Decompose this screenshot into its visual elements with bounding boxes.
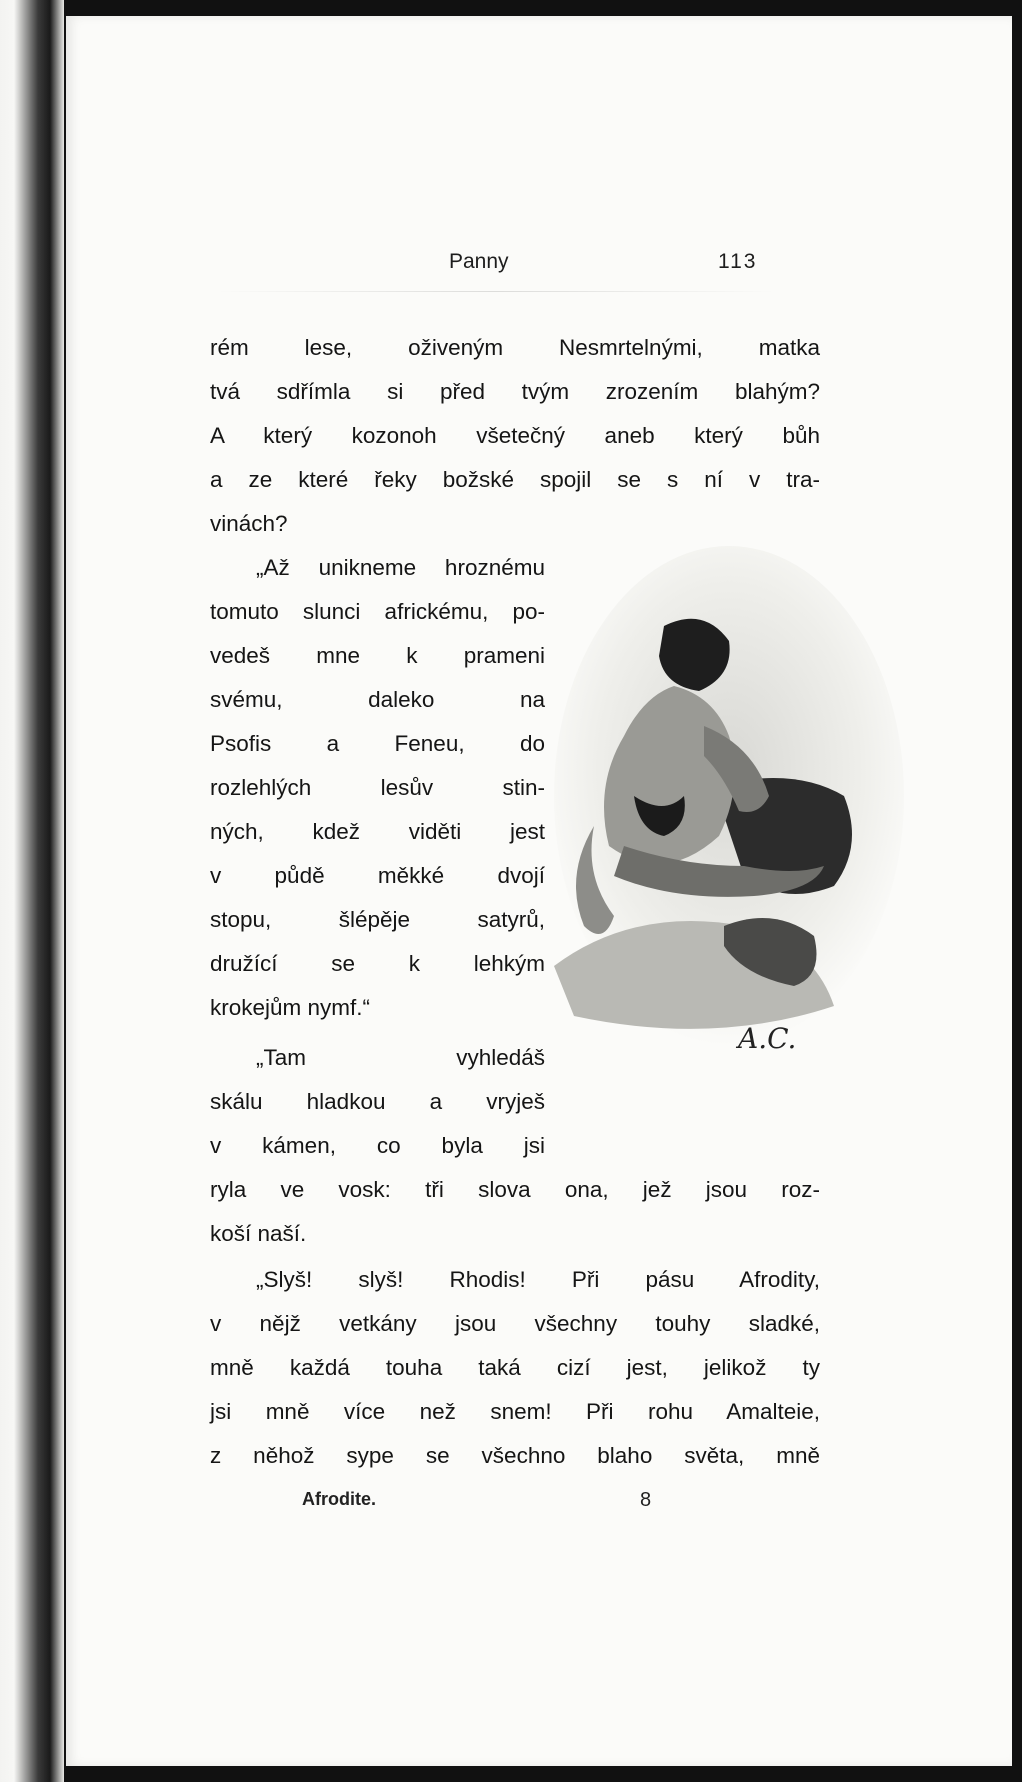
text-line: „Slyš! slyš! Rhodis! Při pásu Afrodity, <box>256 1267 820 1292</box>
header-rule <box>216 291 776 292</box>
text-line: skálu hladkou a vryješ <box>210 1089 545 1114</box>
text-line: stopu, šlépěje satyrů, <box>210 907 545 932</box>
text-line: vinách? <box>210 511 288 536</box>
text-line: v nějž vetkány jsou všechny touhy sladké, <box>210 1311 820 1336</box>
text-line: ných, kdež viděti jest <box>210 819 545 844</box>
text-line: „Až unikneme hroznému <box>256 555 545 580</box>
text-line: z něhož sype se všechno blaho světa, mně <box>210 1443 820 1468</box>
text-line: vedeš mne k prameni <box>210 643 545 668</box>
text-line: „Tam vyhledáš <box>256 1045 545 1070</box>
text-line: A který kozonoh všetečný aneb který bůh <box>210 423 820 448</box>
text-line: Psofis a Feneu, do <box>210 731 545 756</box>
text-line: družící se k lehkým <box>210 951 545 976</box>
running-head-title: Panny <box>449 250 509 273</box>
gathering-number: 8 <box>640 1489 652 1511</box>
text-line: a ze které řeky božské spojil se s ní v tra- <box>210 467 820 492</box>
text-line: rém lese, oživeným Nesmrtelnými, matka <box>210 335 820 360</box>
text-line: jsi mně více než snem! Při rohu Amalteie, <box>210 1399 820 1424</box>
text-line: koší naší. <box>210 1221 307 1246</box>
text-line: tvá sdřímla si před tvým zrozením blahým? <box>210 379 820 404</box>
text-line: krokejům nymf.“ <box>210 995 371 1020</box>
text-line: rozlehlých lesův stin- <box>210 775 545 800</box>
text-line: ryla ve vosk: tři slova ona, jež jsou roz- <box>210 1177 820 1202</box>
text-line: v kámen, co byla jsi <box>210 1133 545 1158</box>
text-line: svému, daleko na <box>210 687 545 712</box>
book-binding <box>0 0 64 1782</box>
nymph-illustration <box>514 546 914 1106</box>
artist-signature: A.C. <box>738 1022 797 1055</box>
text-line: v půdě měkké dvojí <box>210 863 545 888</box>
text-line: tomuto slunci africkému, po- <box>210 599 545 624</box>
text-line: mně každá touha taká cizí jest, jelikož ty <box>210 1355 820 1380</box>
signature-mark: Afrodite. <box>302 1489 376 1509</box>
page-number: 113 <box>718 250 758 273</box>
book-page <box>66 16 1012 1766</box>
